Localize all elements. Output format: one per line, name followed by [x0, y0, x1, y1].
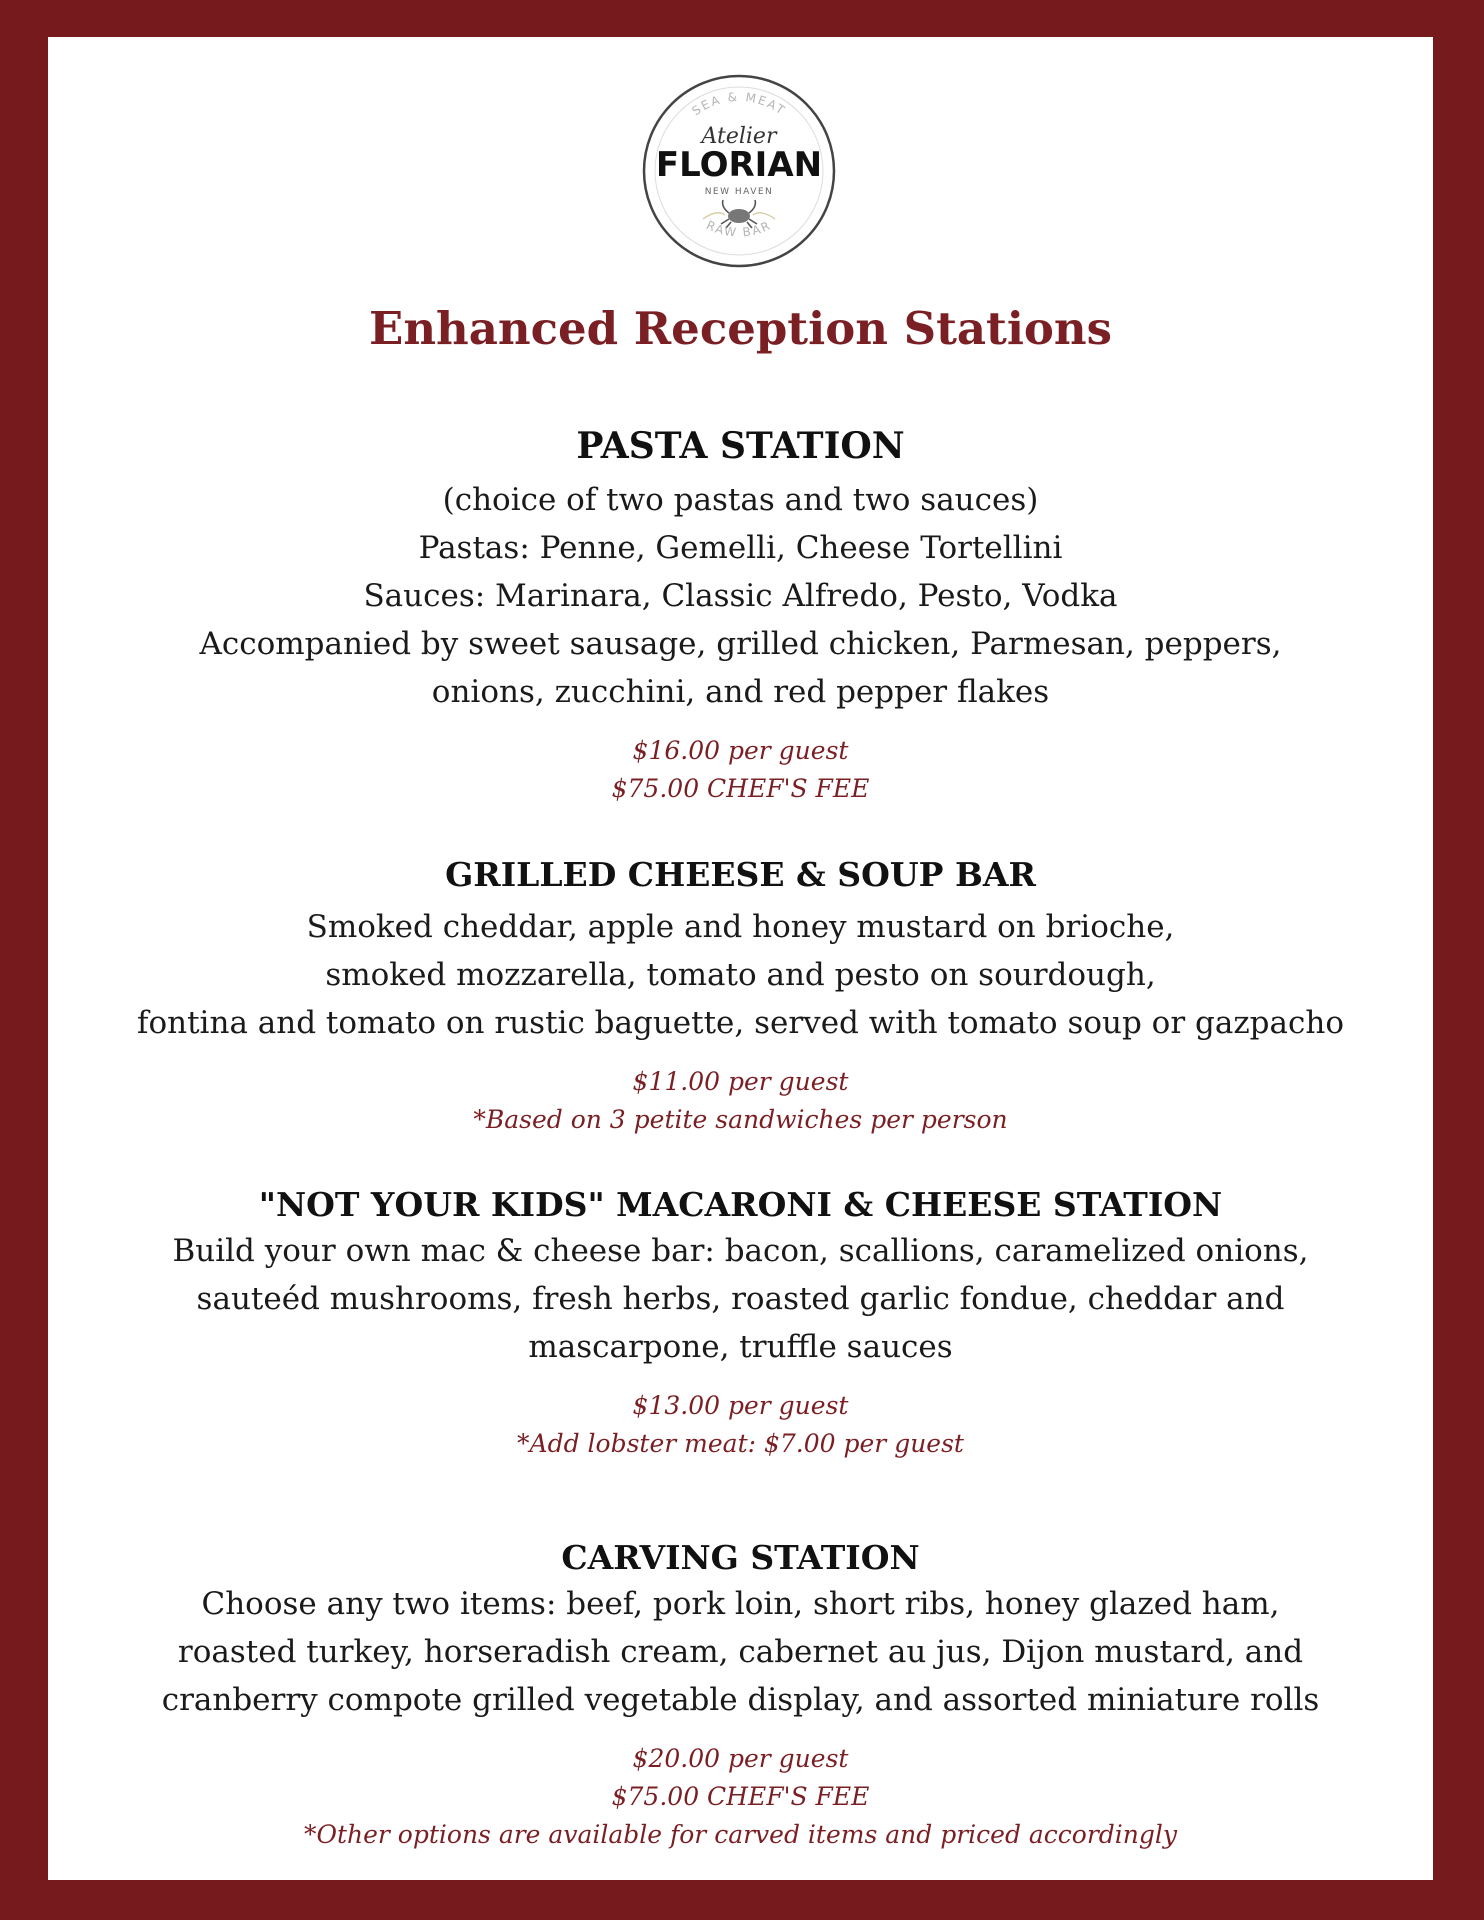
price-line: $13.00 per guest: [632, 1390, 849, 1420]
mac-cheese-section: [48, 1185, 1433, 1463]
carving-station-section: [48, 1538, 1433, 1854]
description-line: Choose any two items: beef, pork loin, short ribs, honey glazed ham,: [201, 1585, 1280, 1622]
description-line: roasted turkey, horseradish cream, cabernet au jus, Dijon mustard, and: [177, 1633, 1304, 1670]
restaurant-logo: [641, 73, 837, 269]
description-line: Accompanied by sweet sausage, grilled chicken, Parmesan, peppers,: [199, 626, 1282, 663]
section-description: [48, 476, 1433, 716]
description-line: fontina and tomato on rustic baguette, served with tomato soup or gazpacho: [137, 1004, 1344, 1041]
price-line: $75.00 CHEF'S FEE: [611, 774, 870, 804]
section-description: [48, 1580, 1433, 1724]
price-line: *Add lobster meat: $7.00 per guest: [517, 1428, 964, 1458]
section-description: [48, 903, 1433, 1047]
logo-seal: [641, 73, 837, 269]
section-prices: [48, 1740, 1433, 1854]
section-description: [48, 1227, 1433, 1371]
section-heading: GRILLED CHEESE & SOUP BAR: [445, 855, 1036, 894]
description-line: Build your own mac & cheese bar: bacon, scallions, caramelized onions,: [172, 1232, 1309, 1269]
section-heading: PASTA STATION: [576, 425, 905, 467]
description-line: cranberry compote grilled vegetable display, and assorted miniature rolls: [161, 1681, 1320, 1718]
description-line: Pastas: Penne, Gemelli, Cheese Tortellini: [418, 530, 1063, 567]
price-line: $75.00 CHEF'S FEE: [611, 1781, 870, 1811]
logo-top-arc: SEA & MEAT: [689, 89, 789, 119]
logo-name: FLORIAN: [655, 145, 823, 185]
price-line: $16.00 per guest: [632, 736, 849, 766]
logo-bottom-arc: RAW BAR: [704, 217, 774, 240]
logo-script: Atelier: [701, 124, 777, 149]
logo-location: NEW HAVEN: [704, 187, 774, 197]
grilled-cheese-section: [48, 855, 1433, 1139]
price-line: *Based on 3 petite sandwiches per person: [473, 1104, 1008, 1134]
price-line: *Other options are available for carved items and priced accordingly: [303, 1819, 1178, 1849]
price-line: $20.00 per guest: [632, 1743, 849, 1773]
description-line: Smoked cheddar, apple and honey mustard on brioche,: [306, 908, 1175, 945]
section-prices: [48, 732, 1433, 808]
section-prices: [48, 1063, 1433, 1139]
description-line: sauteéd mushrooms, fresh herbs, roasted garlic fondue, cheddar and: [196, 1280, 1285, 1317]
menu-page: [48, 37, 1433, 1880]
description-line: mascarpone, truffle sauces: [528, 1328, 953, 1365]
section-heading: "NOT YOUR KIDS" MACARONI & CHEESE STATION: [258, 1185, 1223, 1224]
description-line: smoked mozzarella, tomato and pesto on sourdough,: [325, 956, 1156, 993]
section-heading: CARVING STATION: [561, 1538, 920, 1577]
section-prices: [48, 1387, 1433, 1463]
description-line: Sauces: Marinara, Classic Alfredo, Pesto, Vodka: [363, 578, 1118, 615]
price-line: $11.00 per guest: [632, 1066, 849, 1096]
description-line: (choice of two pastas and two sauces): [442, 482, 1039, 519]
description-line: onions, zucchini, and red pepper flakes: [431, 674, 1050, 711]
pasta-station-section: [48, 425, 1433, 808]
page-title: Enhanced Reception Stations: [369, 302, 1112, 355]
